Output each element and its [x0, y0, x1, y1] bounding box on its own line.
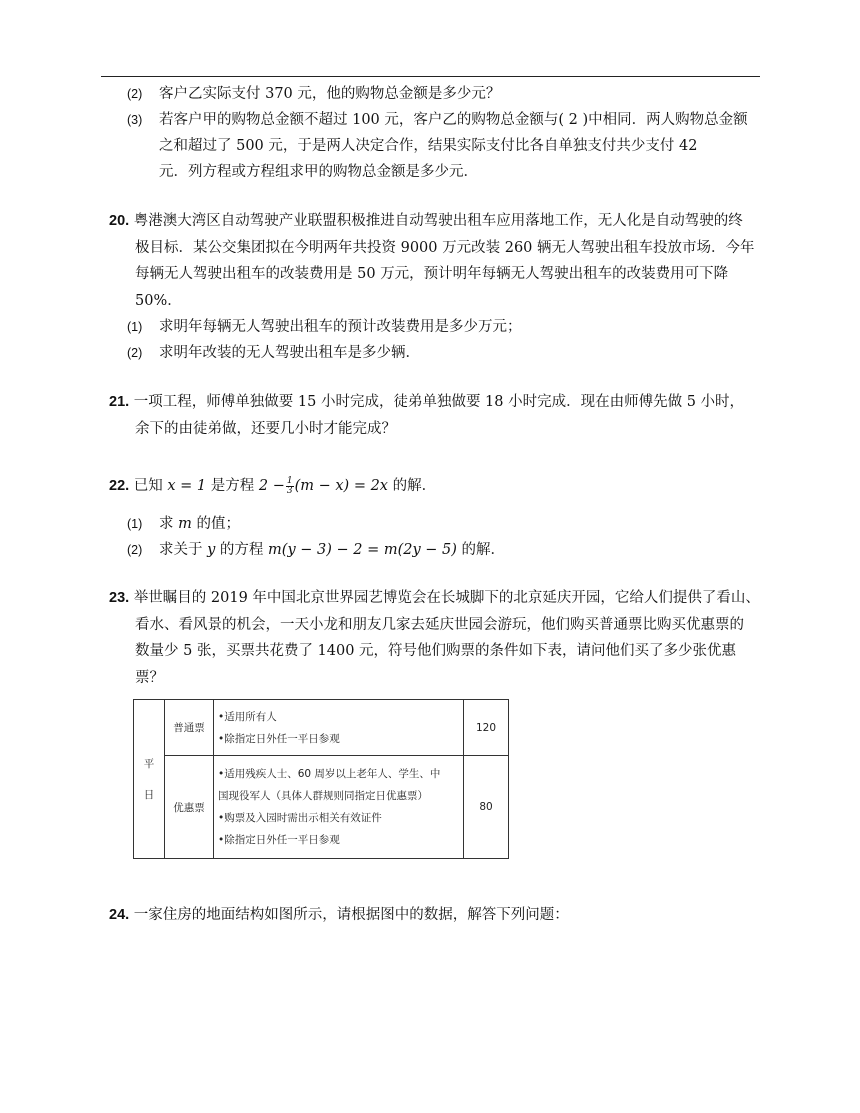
- equation-left: 2 −: [258, 478, 285, 494]
- question-22-part-2: [127, 537, 760, 563]
- question-22: [109, 473, 760, 500]
- fraction-denominator: 3: [286, 485, 293, 496]
- question-22-part-1: [127, 511, 760, 537]
- math-var: m: [178, 516, 192, 532]
- text-line: 余下的由徒弟做，还要几小时才能完成？: [135, 420, 396, 437]
- question-19-part-3: [127, 107, 760, 187]
- part-text: [159, 537, 760, 563]
- ticket-price: 120: [464, 700, 509, 756]
- question-21: [109, 389, 760, 442]
- question-number: 21.: [109, 394, 130, 410]
- header-rule: [101, 76, 760, 77]
- condition-line: •适用残疾人士、60 周岁以上老年人、学生、中: [218, 768, 441, 780]
- part-number: (1): [127, 517, 143, 531]
- condition-line: •适用所有人: [218, 710, 277, 723]
- part-number: (2): [127, 346, 143, 360]
- text: 已知: [133, 478, 168, 494]
- math-condition: x = 1: [167, 478, 207, 494]
- text-line: 粤港澳大湾区自动驾驶产业联盟积极推进自动驾驶出租车应用落地工作，无人化是自动驾驶的终: [133, 213, 743, 229]
- part-number: (2): [127, 87, 143, 101]
- text-line: 之和超过了 500 元，于是两人决定合作，结果实际支付比各自单独支付共少支付 42: [159, 138, 698, 154]
- text-line: 数量少 5 张，买票共花费了 1400 元，符号他们购票的条件如下表，请问他们买了多少张优惠: [135, 643, 737, 659]
- text-line: 一项工程，师傅单独做要 15 小时完成，徒弟单独做要 18 小时完成．现在由师傅先做 5 小时，: [133, 394, 745, 410]
- condition-line: 国现役军人（具体人群规则同指定日优惠票）: [218, 790, 428, 802]
- fraction-numerator: 1: [286, 475, 293, 486]
- condition-line: •除指定日外任一平日参观: [218, 732, 340, 745]
- table-row: [134, 700, 509, 756]
- condition-line: •除指定日外任一平日参观: [218, 834, 340, 846]
- condition-line: •购票及入园时需出示相关有效证件: [218, 812, 382, 824]
- part-text: 求明年每辆无人驾驶出租车的预计改装费用是多少万元；: [159, 319, 522, 335]
- text: 求关于: [159, 542, 208, 558]
- part-number: (3): [127, 113, 143, 127]
- part-text: [159, 107, 760, 185]
- part-text: [159, 511, 760, 537]
- ticket-conditions: [214, 756, 464, 859]
- math-var: y: [207, 542, 216, 558]
- question-20-part-1: [127, 314, 760, 340]
- fraction: [286, 477, 294, 496]
- text-line: 举世瞩目的 2019 年中国北京世界园艺博览会在长城脚下的北京延庆开园，它给人们提供了看山、: [133, 590, 760, 606]
- question-20: [109, 208, 760, 314]
- ticket-type: 普通票: [165, 700, 214, 756]
- ticket-type: 优惠票: [165, 756, 214, 859]
- question-number: 22.: [109, 478, 130, 494]
- equation-right: (m − x) = 2x: [294, 478, 388, 494]
- question-number: 24.: [109, 907, 130, 923]
- text-line: 每辆无人驾驶出租车的改装费用是 50 万元，预计明年每辆无人驾驶出租车的改装费用可下降: [135, 266, 729, 282]
- table-row: [134, 756, 509, 859]
- ticket-conditions: [214, 700, 464, 756]
- period-char: 平: [143, 758, 155, 770]
- question-number: 20.: [109, 213, 130, 229]
- part-text: 求明年改装的无人驾驶出租车是多少辆．: [159, 345, 420, 361]
- question-23: [109, 585, 760, 691]
- text: 的值；: [191, 516, 240, 532]
- text-line: 50%．: [135, 292, 182, 309]
- question-20-part-2: [127, 340, 760, 366]
- period-char: 日: [143, 789, 155, 801]
- text: 的解．: [456, 542, 506, 558]
- text-line: 若客户甲的购物总金额不超过 100 元，客户乙的购物总金额与( 2 )中相同．两人购物总金额: [159, 112, 748, 128]
- part-text: 客户乙实际支付 370 元，他的购物总金额是多少元？: [159, 86, 501, 102]
- period-cell: [134, 700, 165, 859]
- text: 的解．: [392, 478, 437, 494]
- ticket-price: 80: [464, 756, 509, 859]
- text: 的方程: [215, 542, 269, 558]
- part-number: (2): [127, 543, 143, 557]
- text: 求: [159, 516, 179, 532]
- part-number: (1): [127, 320, 143, 334]
- math-equation: [258, 475, 393, 496]
- question-24: [109, 902, 760, 929]
- text-line: 元．列方程或方程组求甲的购物总金额是多少元．: [159, 164, 478, 180]
- text: 是方程: [210, 478, 259, 494]
- question-number: 23.: [109, 590, 130, 606]
- text-line: 看水、看风景的机会，一天小龙和朋友几家去延庆世园会游玩，他们购买普通票比购买优惠票的: [135, 616, 744, 633]
- ticket-table: [133, 699, 509, 859]
- text-line: 极目标．某公交集团拟在今明两年共投资 9000 万元改装 260 辆无人驾驶出租车投放市场．今年: [135, 239, 755, 256]
- text-line: 票？: [135, 669, 164, 686]
- question-19-part-2: [127, 81, 760, 107]
- math-equation: m(y − 3) − 2 = m(2y − 5): [268, 542, 457, 558]
- text-line: 一家住房的地面结构如图所示，请根据图中的数据，解答下列问题：: [133, 907, 569, 923]
